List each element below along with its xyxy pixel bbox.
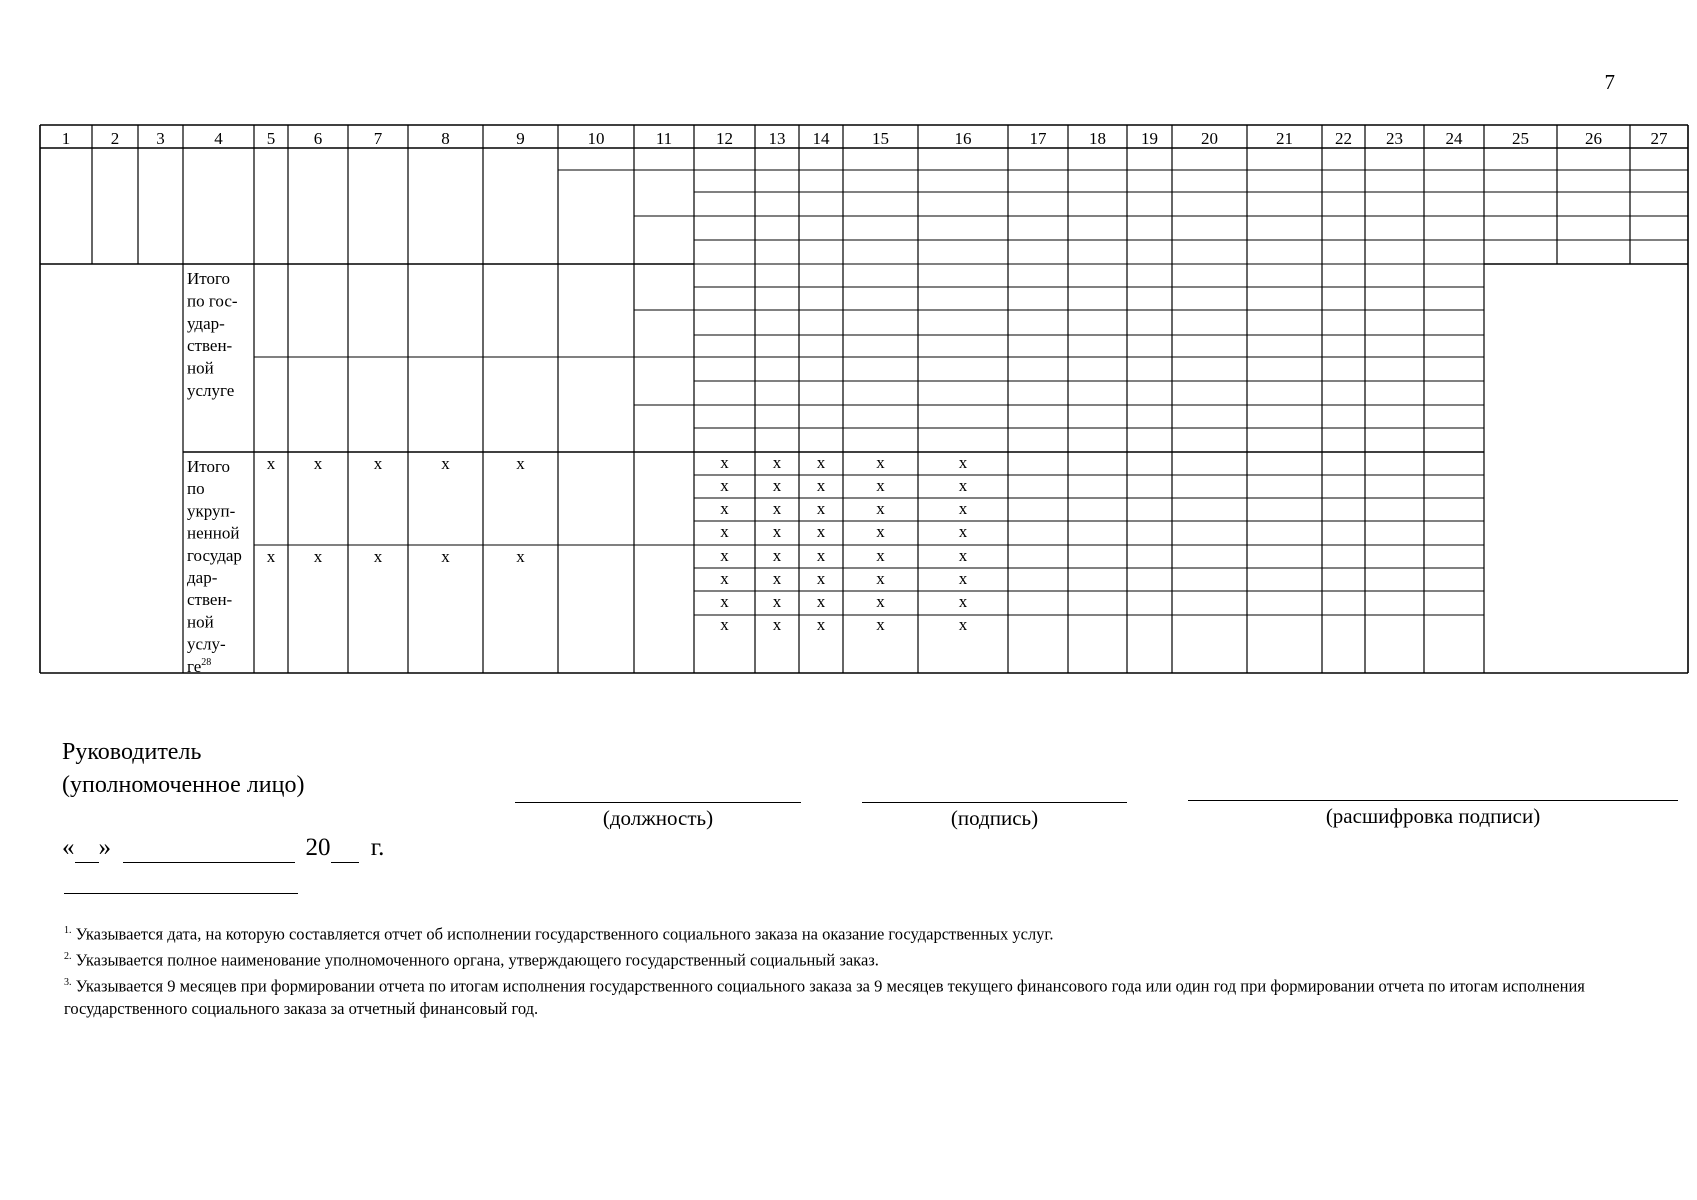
mark-x: x: [958, 522, 968, 541]
total-enlarged-label: услу-: [187, 634, 226, 654]
position-line: [515, 802, 801, 803]
mark-x: x: [772, 592, 782, 611]
mark-x: x: [441, 547, 450, 566]
footnote-text: Указывается 9 месяцев при формировании отчета по итогам исполнения государственного социального заказа за 9 месяцев текущего финансового года или один год при формировании отчета по итогам исполнения государственного социального заказа за отчетный финансовый год.: [64, 976, 1585, 1018]
column-number: 3: [156, 129, 165, 148]
column-number: 9: [516, 129, 525, 148]
column-number: 17: [1029, 129, 1047, 148]
day-blank: [75, 834, 99, 863]
mark-x: x: [816, 499, 826, 518]
mark-x: x: [313, 454, 323, 473]
mark-x: x: [516, 454, 525, 473]
total-enlarged-label: $ге^{28}$: [187, 656, 212, 676]
mark-x: x: [720, 476, 729, 495]
total-service-label: Итого: [187, 269, 231, 288]
mark-x: x: [876, 615, 885, 634]
footnote-1: [64, 920, 1674, 946]
mark-x: x: [266, 547, 276, 566]
signature-title: [62, 736, 304, 802]
month-blank: [123, 834, 295, 863]
column-number: 19: [1141, 129, 1158, 148]
mark-x: x: [958, 453, 968, 472]
total-service-label: ной: [187, 358, 214, 378]
mark-x: x: [958, 499, 968, 518]
mark-x: x: [876, 569, 885, 588]
mark-x: x: [720, 592, 729, 611]
mark-x: x: [958, 569, 968, 588]
signature-line: [862, 802, 1127, 803]
mark-x: x: [441, 454, 450, 473]
mark-x: x: [816, 569, 826, 588]
column-number: 11: [655, 129, 673, 148]
column-number: 26: [1585, 129, 1602, 148]
total-enlarged-label: по: [187, 479, 205, 499]
column-number: 14: [812, 129, 830, 148]
column-number: 13: [768, 129, 786, 148]
mark-x: x: [816, 592, 826, 611]
column-number: 6: [313, 129, 323, 148]
column-number: 18: [1089, 129, 1106, 148]
mark-x: x: [772, 569, 782, 588]
total-enlarged-label: дар-: [187, 568, 218, 587]
total-service-label: удар-: [187, 313, 225, 333]
mark-x: x: [772, 546, 782, 565]
mark-x: x: [720, 615, 729, 634]
total-service-label: услуге: [187, 381, 235, 400]
mark-x: x: [958, 615, 968, 634]
total-enlarged-label: государ: [187, 545, 242, 565]
mark-x: x: [876, 592, 885, 611]
column-number: 2: [110, 129, 120, 148]
mark-x: x: [876, 453, 885, 472]
mark-x: x: [772, 453, 782, 472]
year-blank: [331, 834, 359, 863]
signature-caption: (подпись): [950, 806, 1039, 830]
column-number: 8: [441, 129, 450, 148]
footnote-text: Указывается полное наименование уполномоченного органа, утверждающего государственный социальный заказ.: [75, 950, 879, 970]
mark-x: x: [720, 569, 729, 588]
column-number: 25: [1512, 129, 1529, 148]
column-number: 23: [1386, 129, 1403, 148]
mark-x: x: [720, 546, 729, 565]
footnote-separator: [64, 893, 298, 894]
mark-x: x: [772, 615, 782, 634]
footnote-mark: 3.: [64, 977, 72, 988]
decoding-line: [1188, 800, 1678, 801]
footnote-text: Указывается дата, на которую составляется отчет об исполнении государственного социального заказа на оказание государственных услуг.: [75, 924, 1054, 944]
column-number: 15: [872, 129, 889, 148]
mark-x: x: [772, 522, 782, 541]
footnote-ref: 28: [201, 656, 212, 668]
footnote-3: [64, 972, 1674, 1021]
total-service-label: ствен-: [187, 336, 233, 356]
total-enlarged-label: укруп-: [187, 501, 236, 521]
column-number: 27: [1650, 129, 1668, 148]
mark-x: x: [772, 476, 782, 495]
signature-title-line1: Руководитель: [62, 739, 202, 765]
mark-x: x: [516, 547, 525, 566]
year-suffix: г.: [370, 834, 385, 861]
mark-x: x: [720, 522, 729, 541]
column-number: 16: [954, 129, 972, 148]
mark-x: x: [876, 522, 885, 541]
footnotes: [64, 920, 1674, 1021]
total-enlarged-label: ной: [187, 612, 214, 632]
mark-x: x: [876, 476, 885, 495]
column-number: 10: [587, 129, 605, 148]
footnote-mark: 2.: [64, 951, 72, 962]
year-prefix: 20: [305, 834, 331, 861]
column-number: 20: [1201, 129, 1218, 148]
mark-x: x: [313, 547, 323, 566]
mark-x: x: [816, 522, 826, 541]
total-enlarged-label: Итого: [187, 457, 231, 476]
footnote-mark: 1.: [64, 925, 72, 936]
column-number: 22: [1335, 129, 1352, 148]
mark-x: x: [816, 615, 826, 634]
mark-x: x: [373, 454, 383, 473]
mark-x: x: [266, 454, 276, 473]
mark-x: x: [876, 499, 885, 518]
column-number: 12: [716, 129, 733, 148]
mark-x: x: [816, 453, 826, 472]
date-line: [62, 834, 384, 863]
column-number: 7: [373, 129, 383, 148]
mark-x: x: [373, 547, 383, 566]
date-close-quote: »: [98, 834, 111, 861]
footnote-2: [64, 946, 1674, 972]
column-number: 4: [214, 129, 223, 148]
mark-x: x: [720, 453, 729, 472]
column-number: 24: [1445, 129, 1463, 148]
total-enlarged-label: ненной: [187, 523, 240, 543]
column-number: 1: [61, 129, 71, 148]
column-number: 21: [1276, 129, 1293, 148]
decoding-caption: (расшифровка подписи): [1325, 804, 1541, 828]
date-open-quote: «: [62, 834, 75, 861]
mark-x: x: [720, 499, 729, 518]
mark-x: x: [958, 592, 968, 611]
column-number: 5: [266, 129, 276, 148]
mark-x: x: [816, 546, 826, 565]
signature-title-line2: (уполномоченное лицо): [62, 772, 305, 798]
mark-x: x: [816, 476, 826, 495]
total-enlarged-label: ствен-: [187, 590, 233, 610]
mark-x: x: [958, 546, 968, 565]
mark-x: x: [876, 546, 885, 565]
mark-x: x: [958, 476, 968, 495]
page-number: 7: [1604, 70, 1615, 94]
mark-x: x: [772, 499, 782, 518]
position-caption: (должность): [602, 806, 714, 830]
total-service-label: по гос-: [187, 291, 238, 311]
